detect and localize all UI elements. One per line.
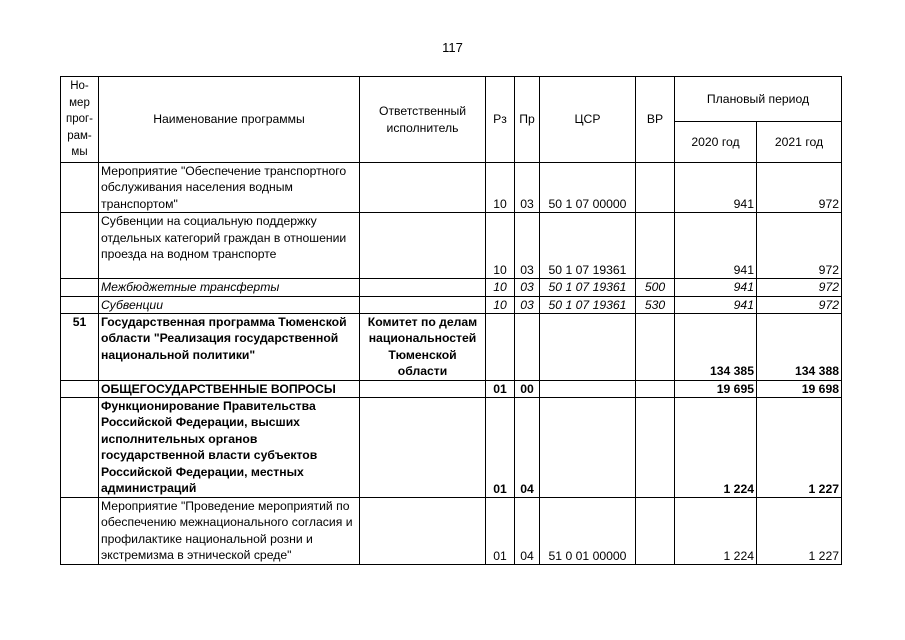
cell-executor: Комитет по делам национальностей Тюменской области — [360, 314, 486, 381]
cell-csr: 50 1 07 00000 — [540, 163, 636, 213]
cell-rz: 01 — [486, 498, 515, 565]
cell-num — [61, 213, 99, 279]
cell-executor — [360, 380, 486, 397]
cell-name: Субвенции на социальную поддержку отдельных категорий граждан в отношении проезда на водном транспорте — [99, 213, 360, 279]
cell-vr — [636, 163, 675, 213]
cell-2021: 1 227 — [757, 398, 842, 498]
cell-2020: 941 — [675, 279, 757, 296]
cell-vr — [636, 498, 675, 565]
cell-vr — [636, 213, 675, 279]
page-number: 117 — [442, 40, 463, 55]
cell-pr: 03 — [515, 213, 540, 279]
cell-rz: 01 — [486, 398, 515, 498]
cell-name: Функционирование Правительства Российской Федерации, высших исполнительных органов государственной власти субъектов Российской Федерации, местных администраций — [99, 398, 360, 498]
cell-num — [61, 380, 99, 397]
cell-vr: 530 — [636, 296, 675, 313]
cell-executor — [360, 163, 486, 213]
cell-2021: 1 227 — [757, 498, 842, 565]
header-plan-period: Плановый период — [675, 77, 842, 122]
cell-num — [61, 279, 99, 296]
cell-vr — [636, 314, 675, 381]
cell-rz: 10 — [486, 296, 515, 313]
cell-2021: 972 — [757, 296, 842, 313]
table-row — [61, 163, 842, 213]
header-csr: ЦСР — [540, 77, 636, 163]
cell-2020: 1 224 — [675, 398, 757, 498]
cell-pr: 03 — [515, 296, 540, 313]
cell-2020: 941 — [675, 163, 757, 213]
table-row — [61, 296, 842, 313]
table-row — [61, 314, 842, 381]
cell-csr: 50 1 07 19361 — [540, 296, 636, 313]
cell-num — [61, 296, 99, 313]
cell-pr: 04 — [515, 398, 540, 498]
cell-executor — [360, 398, 486, 498]
cell-csr: 50 1 07 19361 — [540, 279, 636, 296]
cell-2020: 1 224 — [675, 498, 757, 565]
cell-2021: 972 — [757, 279, 842, 296]
cell-num — [61, 398, 99, 498]
cell-vr: 500 — [636, 279, 675, 296]
cell-2021: 972 — [757, 163, 842, 213]
cell-pr: 03 — [515, 279, 540, 296]
cell-2020: 941 — [675, 213, 757, 279]
header-rz: Рз — [486, 77, 515, 163]
budget-table — [60, 76, 842, 565]
cell-2020: 941 — [675, 296, 757, 313]
cell-pr: 04 — [515, 498, 540, 565]
cell-name: Субвенции — [99, 296, 360, 313]
header-year-2020: 2020 год — [675, 122, 757, 163]
table-row — [61, 213, 842, 279]
header-year-2021: 2021 год — [757, 122, 842, 163]
cell-name: Мероприятие "Проведение мероприятий по обеспечению межнационального согласия и профилактике национальной розни и экстремизма в этнической среде" — [99, 498, 360, 565]
header-number: Но-мер прог-рам-мы — [61, 77, 99, 163]
table-row — [61, 398, 842, 498]
cell-2020: 134 385 — [675, 314, 757, 381]
cell-num: 51 — [61, 314, 99, 381]
cell-name: Мероприятие "Обеспечение транспортного обслуживания населения водным транспортом" — [99, 163, 360, 213]
cell-csr: 51 0 01 00000 — [540, 498, 636, 565]
cell-rz: 01 — [486, 380, 515, 397]
cell-pr: 00 — [515, 380, 540, 397]
cell-csr — [540, 398, 636, 498]
table-row — [61, 498, 842, 565]
cell-rz: 10 — [486, 163, 515, 213]
cell-executor — [360, 296, 486, 313]
table-row — [61, 380, 842, 397]
cell-2020: 19 695 — [675, 380, 757, 397]
cell-name: Межбюджетные трансферты — [99, 279, 360, 296]
cell-csr — [540, 314, 636, 381]
header-pr: Пр — [515, 77, 540, 163]
cell-2021: 19 698 — [757, 380, 842, 397]
cell-num — [61, 163, 99, 213]
cell-rz: 10 — [486, 213, 515, 279]
cell-executor — [360, 498, 486, 565]
cell-name: Государственная программа Тюменской области "Реализация государственной национальной политики" — [99, 314, 360, 381]
cell-pr — [515, 314, 540, 381]
table-row — [61, 279, 842, 296]
cell-2021: 134 388 — [757, 314, 842, 381]
header-executor: Ответственный исполнитель — [360, 77, 486, 163]
cell-2021: 972 — [757, 213, 842, 279]
cell-csr — [540, 380, 636, 397]
cell-vr — [636, 380, 675, 397]
header-vr: ВР — [636, 77, 675, 163]
cell-name: ОБЩЕГОСУДАРСТВЕННЫЕ ВОПРОСЫ — [99, 380, 360, 397]
header-program-name: Наименование программы — [99, 77, 360, 163]
cell-rz: 10 — [486, 279, 515, 296]
cell-csr: 50 1 07 19361 — [540, 213, 636, 279]
cell-pr: 03 — [515, 163, 540, 213]
cell-num — [61, 498, 99, 565]
cell-executor — [360, 213, 486, 279]
cell-rz — [486, 314, 515, 381]
cell-vr — [636, 398, 675, 498]
cell-executor — [360, 279, 486, 296]
